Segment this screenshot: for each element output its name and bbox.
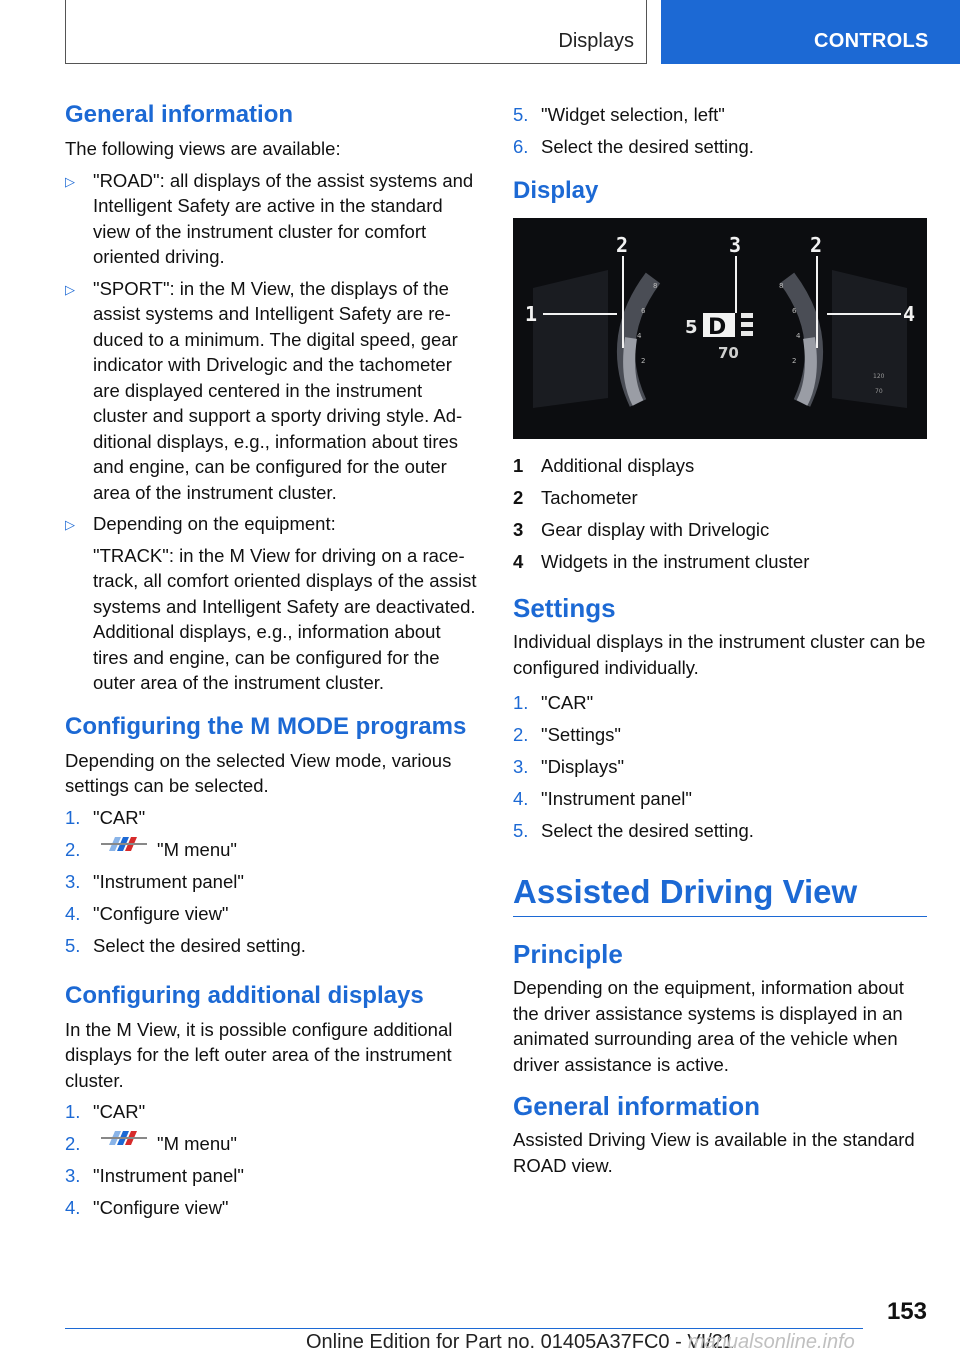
tach-tick-label: 8	[653, 282, 658, 290]
bullet-text: "SPORT": in the M View, the displays of the assist systems and Intelligent Safety are reduced to a minimum. The digital speed, gear indicator with Drivelogic and the tachometer are displayed centered in the instrument cluster and support a sporty driving style. Additional displays, e.g., information about tires and engine, can be configured for the outer area of the instrument cluster.	[93, 277, 463, 503]
bullet-item-sport	[65, 276, 479, 506]
m-logo-icon	[101, 837, 149, 851]
m-mode-steps	[65, 805, 479, 959]
additional-displays-steps	[65, 1099, 479, 1221]
list-item: 5. Select the desired setting.	[513, 820, 754, 841]
list-item: 6. Select the desired setting.	[513, 136, 754, 157]
list-item: 2. "M menu"	[65, 838, 237, 860]
principle-text: Depending on the equipment, information about the driver assistance systems is displayed in an animated surrounding area of the vehicle when driver assistance is active.	[513, 977, 904, 1075]
callout-number: 2	[616, 233, 629, 257]
display-heading: Display	[513, 177, 599, 204]
tach-tick-label: 4	[796, 332, 801, 340]
general-information-heading-2: General information	[513, 1091, 761, 1121]
tach-tick-label: 6	[641, 307, 646, 315]
configuring-m-mode-intro: Depending on the selected View mode, various settings can be selected.	[65, 749, 452, 796]
bullet-triangle-icon: ▷	[65, 173, 75, 189]
legend-row: 4 Widgets in the instrument cluster	[513, 551, 810, 572]
list-item: 3. "Instrument panel"	[65, 870, 244, 892]
callout-number: 4	[903, 302, 916, 326]
list-item: 4. "Configure view"	[65, 1197, 229, 1218]
widget-steps	[513, 102, 927, 160]
list-item: 2. "M menu"	[65, 1133, 237, 1154]
gear-indicator: D	[708, 315, 727, 340]
bullet-text: Depending on the equipment:	[93, 513, 336, 534]
list-item: 3. "Instrument panel"	[65, 1165, 244, 1186]
bullet-text: "ROAD": all displays of the assist systems and Intelligent Safety are active in the standard view of the instrument cluster for comfort oriented driving.	[93, 169, 474, 267]
figure-legend	[513, 453, 927, 575]
general-information-text-2: Assisted Driving View is available in the standard ROAD view.	[513, 1129, 915, 1176]
assisted-driving-view-heading: Assisted Driving View	[513, 872, 927, 917]
callout-number: 3	[729, 233, 742, 257]
instrument-cluster-figure	[513, 218, 927, 439]
list-item: 2. "Settings"	[513, 724, 621, 745]
tach-tick-label: 4	[637, 332, 642, 340]
widget-value: 120	[873, 373, 885, 380]
list-item: 5. "Widget selection, left"	[513, 104, 725, 125]
chapter-tab: CONTROLS	[661, 0, 960, 64]
digital-speed: 70	[718, 344, 739, 362]
settings-steps	[513, 690, 927, 844]
tach-tick-label: 8	[779, 282, 784, 290]
general-information-heading: General information	[65, 101, 294, 128]
bullet-triangle-icon: ▷	[65, 281, 75, 297]
configuring-additional-displays-heading: Configuring additional displays	[65, 981, 424, 1009]
principle-heading: Principle	[513, 939, 623, 969]
configuring-m-mode-heading: Configuring the M MODE programs	[65, 712, 467, 740]
list-item: 3. "Displays"	[513, 756, 625, 777]
running-header	[65, 0, 647, 64]
bullet-subtext: "TRACK": in the M View for driving on a racetrack, all comfort oriented displays of the assist systems and Intelligent Safety are deactivated. Additional displays, e.g., information about tires and engine, can be configured for the outer area of the instrument cluster.	[93, 544, 477, 693]
footer-divider	[65, 1328, 863, 1329]
gear-secondary: 5	[685, 317, 698, 338]
settings-intro: Individual displays in the instrument cluster can be configured individually.	[513, 631, 926, 678]
tach-tick-label: 2	[792, 357, 797, 365]
left-column	[65, 100, 479, 1227]
legend-row: 1 Additional displays	[513, 455, 695, 476]
right-column	[513, 100, 927, 1178]
list-item: 1. "CAR"	[65, 1101, 146, 1122]
settings-heading: Settings	[513, 593, 616, 623]
page-number: 153	[886, 1298, 927, 1325]
tach-tick-label: 6	[792, 307, 797, 315]
legend-row: 2 Tachometer	[513, 487, 638, 508]
list-item: 1. "CAR"	[65, 806, 146, 828]
list-item: 5. Select the desired setting.	[65, 934, 306, 956]
section-title: Displays	[558, 30, 634, 52]
configuring-additional-displays-intro: In the M View, it is possible configure additional displays for the left outer area of the instrument cluster.	[65, 1018, 453, 1091]
bullet-item-road	[65, 168, 479, 270]
legend-row: 3 Gear display with Drivelogic	[513, 519, 770, 540]
list-item: 1. "CAR"	[513, 692, 594, 713]
bullet-item-track	[65, 511, 479, 696]
widget-value: 70	[875, 388, 883, 395]
callout-number: 1	[525, 302, 538, 326]
watermark: manualsonline.info	[688, 1331, 855, 1353]
m-logo-icon	[101, 1131, 149, 1145]
tach-tick-label: 2	[641, 357, 646, 365]
list-item: 4. "Instrument panel"	[513, 788, 692, 809]
bullet-triangle-icon: ▷	[65, 517, 75, 532]
list-item: 4. "Configure view"	[65, 902, 229, 924]
general-information-intro: The following views are available:	[65, 138, 341, 159]
edition-footer: Online Edition for Part no. 01405A37FC0 - VI/21	[306, 1331, 735, 1353]
callout-number: 2	[810, 233, 823, 257]
